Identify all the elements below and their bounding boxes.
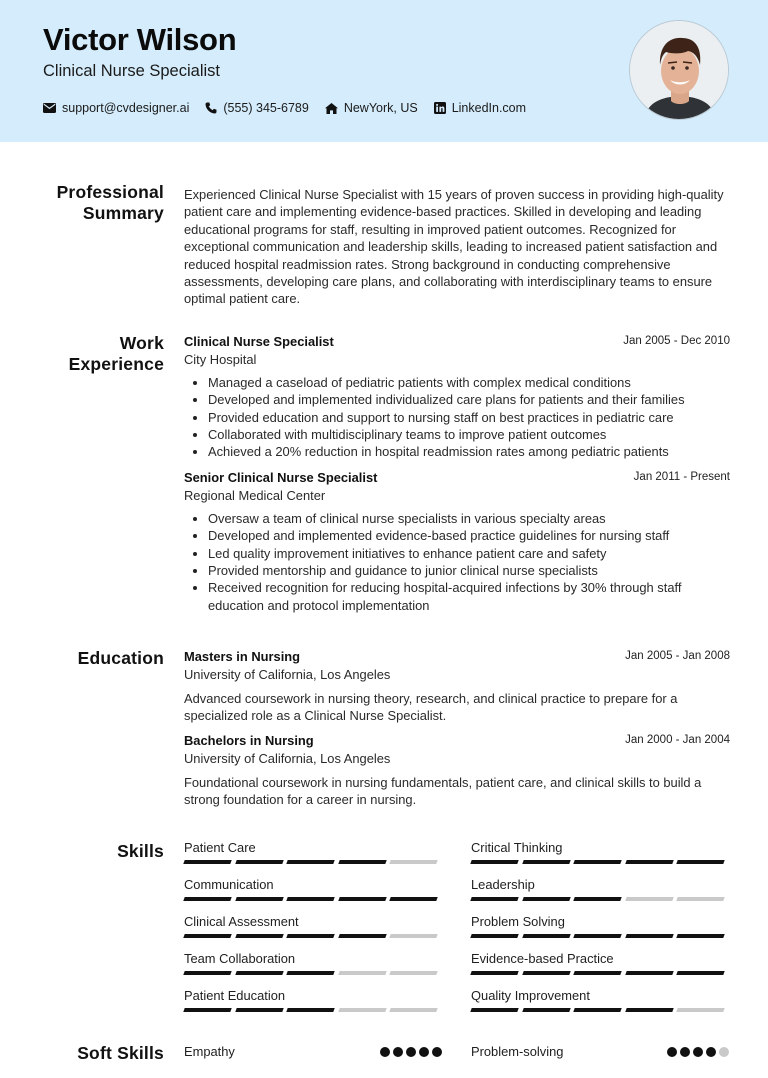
- skill-level-segment: [235, 897, 284, 901]
- skill-level-segment: [390, 971, 439, 975]
- education-dates: Jan 2005 - Jan 2008: [625, 650, 730, 662]
- rating-dot: [680, 1047, 690, 1057]
- heading-line: Professional: [56, 182, 164, 202]
- skill-label: Evidence-based Practice: [471, 951, 614, 966]
- heading-line: Experience: [68, 354, 164, 374]
- skill-level-bar: [471, 934, 729, 938]
- rating-dot: [693, 1047, 703, 1057]
- skill-level-segment: [470, 934, 519, 938]
- section-heading-skills: Skills: [117, 841, 164, 861]
- skill-level-segment: [183, 934, 232, 938]
- skill-level-segment: [235, 934, 284, 938]
- skill-level-bar: [471, 971, 729, 975]
- school-name: University of California, Los Angeles: [184, 751, 391, 767]
- rating-dot: [393, 1047, 403, 1057]
- degree-title: Bachelors in Nursing: [184, 733, 314, 748]
- skill-item: [471, 877, 729, 901]
- candidate-name: Victor Wilson: [43, 22, 237, 57]
- linkedin-icon: [434, 102, 446, 114]
- skill-level-segment: [338, 897, 387, 901]
- resume-header: [0, 0, 768, 142]
- skill-item: [471, 914, 729, 938]
- skill-level-bar: [471, 1008, 729, 1012]
- avatar: [629, 20, 729, 120]
- phone-text: (555) 345-6789: [223, 101, 309, 115]
- skill-level-segment: [522, 897, 571, 901]
- rating-dot: [667, 1047, 677, 1057]
- education-entry: [184, 732, 730, 809]
- skill-level-segment: [470, 897, 519, 901]
- skill-level-segment: [625, 860, 674, 864]
- summary-text: Experienced Clinical Nurse Specialist with 15 years of proven success in providing high-quality patient care and implementing evidence-based practices. Skilled in developing and leading educational programs for staff, resulting in improved patient outcomes. Recognized for exceptional communication and leadership skills, leading to increased patient satisfaction and reduced hospital readmission rates. Strong background in conducting comprehensive assessments, developing care plans, and collaborating with interdisciplinary teams to ensure optimal patient care.: [184, 187, 724, 307]
- skill-level-segment: [573, 1008, 622, 1012]
- education-dates: Jan 2000 - Jan 2004: [625, 734, 730, 746]
- skill-level-segment: [470, 971, 519, 975]
- skill-level-segment: [183, 860, 232, 864]
- skill-label: Leadership: [471, 877, 535, 892]
- list-item: Developed and implemented evidence-based practice guidelines for nursing staff: [184, 527, 730, 544]
- skill-level-segment: [470, 1008, 519, 1012]
- section-heading-soft-skills: Soft Skills: [77, 1043, 164, 1063]
- skill-level-bar: [184, 860, 442, 864]
- skill-level-bar: [471, 897, 729, 901]
- skill-level-bar: [184, 971, 442, 975]
- job-bullets: [184, 374, 730, 461]
- job-entry: [184, 469, 730, 614]
- skill-level-segment: [338, 1008, 387, 1012]
- linkedin-text: LinkedIn.com: [451, 101, 527, 115]
- skill-label: Problem Solving: [471, 914, 565, 929]
- skill-item: [184, 840, 442, 864]
- skill-level-segment: [573, 934, 622, 938]
- section-heading-experience: [14, 333, 164, 375]
- skill-label: Patient Education: [184, 988, 286, 1003]
- job-dates: Jan 2011 - Present: [633, 471, 730, 483]
- skill-level-segment: [677, 897, 726, 901]
- phone-icon: [205, 102, 217, 114]
- list-item: Received recognition for reducing hospital-acquired infections by 30% through staff education and protocol implementation: [184, 579, 730, 614]
- list-item: Provided education and support to nursing staff on best practices in pediatric care: [184, 409, 730, 426]
- list-item: Developed and implemented individualized care plans for patients and their families: [184, 391, 730, 408]
- job-title: Senior Clinical Nurse Specialist: [184, 470, 378, 485]
- job-entry: [184, 333, 730, 461]
- rating-dot: [719, 1047, 729, 1057]
- soft-skill-label: Empathy: [184, 1044, 235, 1059]
- job-employer: City Hospital: [184, 352, 257, 368]
- contact-email[interactable]: [43, 101, 189, 115]
- skill-level-segment: [286, 971, 335, 975]
- list-item: Oversaw a team of clinical nurse specialists in various specialty areas: [184, 510, 730, 527]
- skill-item: [184, 988, 442, 1012]
- soft-skill-rating: [377, 1047, 442, 1057]
- list-item: Led quality improvement initiatives to enhance patient care and safety: [184, 545, 730, 562]
- soft-skill-rating: [664, 1047, 729, 1057]
- contact-list: [43, 101, 542, 115]
- job-bullets: [184, 510, 730, 614]
- contact-phone[interactable]: [205, 101, 308, 115]
- skill-level-segment: [390, 934, 439, 938]
- job-dates: Jan 2005 - Dec 2010: [623, 335, 730, 347]
- skill-level-segment: [677, 971, 726, 975]
- skill-level-segment: [625, 971, 674, 975]
- skill-level-segment: [235, 860, 284, 864]
- rating-dot: [406, 1047, 416, 1057]
- skill-level-segment: [677, 1008, 726, 1012]
- skill-level-bar: [471, 860, 729, 864]
- skill-label: Quality Improvement: [471, 988, 590, 1003]
- contact-location: [325, 101, 418, 115]
- profile-photo-icon: [630, 21, 729, 120]
- skill-level-segment: [235, 1008, 284, 1012]
- list-item: Managed a caseload of pediatric patients with complex medical conditions: [184, 374, 730, 391]
- envelope-icon: [43, 103, 56, 113]
- skill-level-segment: [470, 860, 519, 864]
- skill-label: Clinical Assessment: [184, 914, 299, 929]
- skill-level-segment: [235, 971, 284, 975]
- location-text: NewYork, US: [343, 101, 418, 115]
- section-heading-summary: [14, 182, 164, 224]
- skill-level-bar: [184, 934, 442, 938]
- skill-level-segment: [390, 897, 439, 901]
- skill-level-segment: [677, 860, 726, 864]
- rating-dot: [419, 1047, 429, 1057]
- skill-level-segment: [573, 971, 622, 975]
- skill-level-segment: [625, 897, 674, 901]
- skill-item: [471, 988, 729, 1012]
- education-description: Foundational coursework in nursing fundamentals, patient care, and clinical skills to build a strong foundation for a career in nursing.: [184, 774, 702, 808]
- list-item: Collaborated with multidisciplinary teams to improve patient outcomes: [184, 426, 730, 443]
- skill-item: [184, 877, 442, 901]
- skill-level-segment: [625, 1008, 674, 1012]
- skill-level-segment: [522, 971, 571, 975]
- skill-level-bar: [184, 897, 442, 901]
- skill-label: Communication: [184, 877, 274, 892]
- education-entry: [184, 648, 730, 725]
- rating-dot: [706, 1047, 716, 1057]
- degree-title: Masters in Nursing: [184, 649, 301, 664]
- skill-label: Critical Thinking: [471, 840, 563, 855]
- skill-item: [471, 840, 729, 864]
- skill-level-segment: [286, 860, 335, 864]
- skill-level-segment: [677, 934, 726, 938]
- skill-level-segment: [625, 934, 674, 938]
- skill-level-segment: [183, 897, 232, 901]
- home-icon: [325, 103, 338, 114]
- soft-skill-item: [184, 1044, 442, 1059]
- skill-level-segment: [183, 1008, 232, 1012]
- heading-line: Summary: [82, 203, 164, 223]
- skill-level-segment: [183, 971, 232, 975]
- skill-level-segment: [573, 860, 622, 864]
- skill-label: Team Collaboration: [184, 951, 296, 966]
- skill-level-segment: [522, 934, 571, 938]
- candidate-title: Clinical Nurse Specialist: [43, 62, 220, 80]
- education-description: Advanced coursework in nursing theory, research, and clinical practice to prepare for a specialized role as a Clinical Nurse Specialist.: [184, 690, 678, 724]
- list-item: Provided mentorship and guidance to junior clinical nurse specialists: [184, 562, 730, 579]
- rating-dot: [380, 1047, 390, 1057]
- skill-level-segment: [286, 897, 335, 901]
- skill-level-segment: [573, 897, 622, 901]
- soft-skill-label: Problem-solving: [471, 1044, 564, 1059]
- rating-dot: [432, 1047, 442, 1057]
- skill-item: [184, 914, 442, 938]
- skill-level-segment: [338, 971, 387, 975]
- skill-item: [184, 951, 442, 975]
- job-title: Clinical Nurse Specialist: [184, 334, 334, 349]
- skill-level-segment: [522, 860, 571, 864]
- heading-line: Work: [119, 333, 164, 353]
- skill-level-segment: [522, 1008, 571, 1012]
- skill-label: Patient Care: [184, 840, 256, 855]
- skill-level-segment: [390, 1008, 439, 1012]
- skill-item: [471, 951, 729, 975]
- skill-level-segment: [338, 934, 387, 938]
- skill-level-segment: [338, 860, 387, 864]
- skill-level-segment: [286, 934, 335, 938]
- email-text: support@cvdesigner.ai: [62, 101, 190, 115]
- section-heading-education: Education: [77, 648, 164, 668]
- school-name: University of California, Los Angeles: [184, 667, 391, 683]
- skill-level-bar: [184, 1008, 442, 1012]
- soft-skill-item: [471, 1044, 729, 1059]
- contact-linkedin[interactable]: [434, 101, 526, 115]
- job-employer: Regional Medical Center: [184, 488, 326, 504]
- skill-level-segment: [390, 860, 439, 864]
- list-item: Achieved a 20% reduction in hospital readmission rates among pediatric patients: [184, 443, 730, 460]
- skill-level-segment: [286, 1008, 335, 1012]
